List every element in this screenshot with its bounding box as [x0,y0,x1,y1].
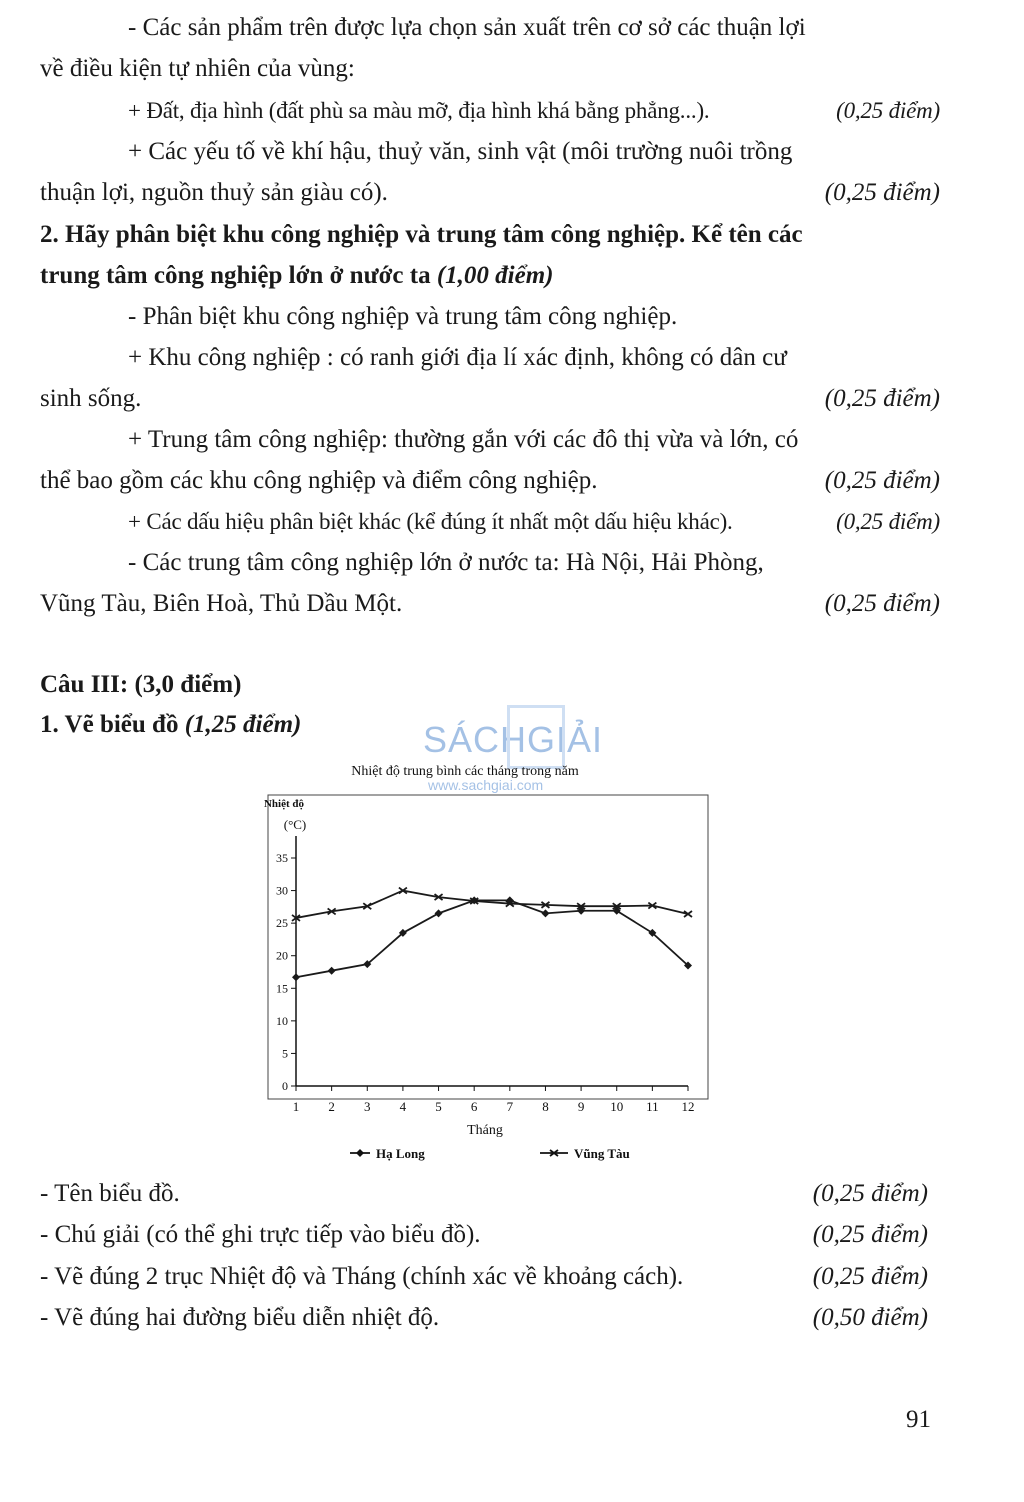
y-tick-label: 25 [276,916,288,931]
text-line [128,91,940,131]
points-label: (0,25 điểm) [824,590,940,617]
text-line: - Các sản phẩm trên được lựa chọn sản xuất trên cơ sở các thuận lợi [128,14,806,41]
criteria-text: - Tên biểu đồ. [40,1180,180,1207]
x-tick-label: 3 [364,1099,371,1114]
chart-title: Nhiệt độ trung bình các tháng trong năm [351,764,579,779]
criteria-text: - Chú giải (có thể ghi trực tiếp vào biểu đồ). [40,1221,481,1248]
y-axis-label: Nhiệt độ [263,798,305,810]
y-tick-label: 30 [276,883,288,898]
criteria-item [40,1257,928,1297]
data-point [541,909,549,917]
points-label: (0,25 điểm) [836,98,940,123]
points-label: (1,00 điểm) [436,262,554,289]
text-line: về điều kiện tự nhiên của vùng: [40,55,355,82]
line-text: + Các dấu hiệu phân biệt khác (kể đúng ít nhất một dấu hiệu khác). [128,509,733,534]
chart-frame [268,795,708,1099]
line-text: + Đất, địa hình (đất phù sa màu mỡ, địa hình khá bằng phẳng...). [128,98,710,123]
line-text: sinh sống. [40,385,142,412]
x-tick-label: 2 [328,1099,335,1114]
y-tick-label: 20 [276,948,288,963]
x-tick-label: 8 [542,1099,549,1114]
x-tick-label: 9 [577,1099,585,1114]
data-point [292,973,300,981]
question-heading [40,256,940,296]
points-label: (0,50 điểm) [812,1304,928,1331]
legend-label-ha-long: Hạ Long [376,1146,425,1161]
y-tick-label: 0 [282,1079,288,1093]
text-line: - Các trung tâm công nghiệp lớn ở nước ta: Hà Nội, Hải Phòng, [128,549,764,576]
y-tick-label: 15 [276,981,288,996]
points-label: (0,25 điểm) [812,1221,928,1248]
text-line [40,584,940,624]
x-tick-label: 12 [681,1099,695,1114]
question-heading: 2. Hãy phân biệt khu công nghiệp và trung tâm công nghiệp. Kể tên các [40,221,803,248]
line-text: thuận lợi, nguồn thuỷ sản giàu có). [40,179,388,206]
points-label: (0,25 điểm) [812,1180,928,1207]
x-tick-label: 5 [435,1099,442,1114]
temperature-line-chart [240,755,720,1175]
text-line: + Khu công nghiệp : có ranh giới địa lí xác định, không có dân cư [128,344,787,371]
watermark-url: www.sachgiai.com [428,777,544,793]
page-number: 91 [906,1406,931,1433]
line-text: Vũng Tàu, Biên Hoà, Thủ Dầu Một. [40,590,403,617]
text-line [40,173,940,213]
section-heading: Câu III: (3,0 điểm) [40,671,242,698]
x-tick-label: 6 [470,1099,478,1114]
criteria-text: - Vẽ đúng hai đường biểu diễn nhiệt độ. [40,1304,440,1331]
x-axis-label: Tháng [467,1123,503,1138]
watermark-brand: SÁCHGIẢI [422,719,604,760]
points-label: (0,25 điểm) [836,509,940,534]
text-line [40,461,940,501]
data-point [328,967,336,975]
text-line: + Các yếu tố về khí hậu, thuỷ văn, sinh vật (môi trường nuôi trồng [128,138,793,165]
y-tick-label: 35 [276,851,288,865]
legend-label-vung-tau: Vũng Tàu [574,1146,630,1161]
criteria-item [40,1174,928,1214]
points-label: (1,25 điểm) [184,711,302,738]
legend-marker-ha-long [356,1149,364,1157]
x-tick-label: 7 [506,1099,514,1114]
y-tick-label: 10 [276,1013,288,1028]
series-line-ha-long [296,900,688,977]
criteria-text: - Vẽ đúng 2 trục Nhiệt độ và Tháng (chính xác về khoảng cách). [40,1263,684,1290]
text-line [128,502,940,542]
heading-text: trung tâm công nghiệp lớn ở nước ta [40,262,431,289]
x-tick-label: 11 [646,1099,659,1114]
criteria-item [40,1215,928,1255]
x-tick-label: 1 [292,1099,300,1114]
x-tick-label: 10 [610,1099,624,1114]
points-label: (0,25 điểm) [812,1263,928,1290]
text-line [40,379,940,419]
line-text: thể bao gồm các khu công nghiệp và điểm công nghiệp. [40,467,598,494]
heading-text: 1. Vẽ biểu đồ [40,711,179,738]
x-tick-label: 4 [399,1099,407,1114]
text-line: + Trung tâm công nghiệp: thường gắn với các đô thị vừa và lớn, có [128,426,799,453]
points-label: (0,25 điểm) [824,179,940,206]
series-line-vung-tau [296,891,688,918]
y-axis-unit: (°C) [283,817,307,832]
criteria-item [40,1298,928,1338]
points-label: (0,25 điểm) [824,385,940,412]
y-tick-label: 5 [282,1046,288,1061]
data-point [435,909,443,917]
text-line: - Phân biệt khu công nghiệp và trung tâm công nghiệp. [128,303,678,330]
points-label: (0,25 điểm) [824,467,940,494]
